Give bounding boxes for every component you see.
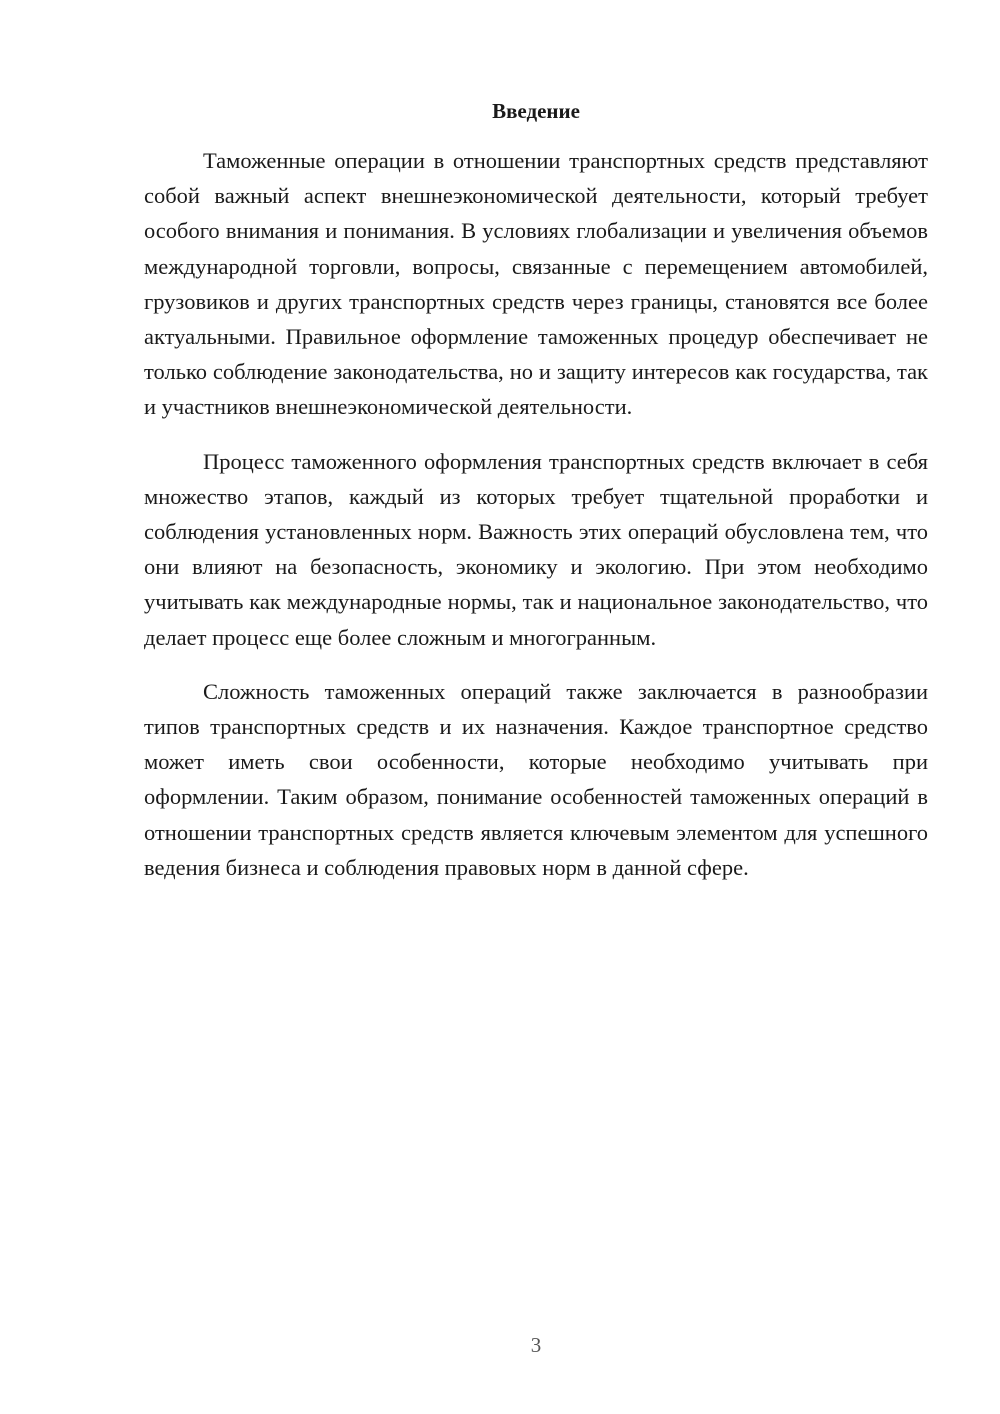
page-number: 3	[530, 1333, 542, 1357]
paragraph-3: Сложность таможенных операций также заключается в разнообразии типов транспортных средств и их назначения. Каждое транспортное средство может иметь свои особенности, которые необходимо учитывать при оформлении. Таким образом, понимание особенностей таможенных операций в отношении транспортных средств является ключевым элементом для успешного ведения бизнеса и соблюдения правовых норм в данной сфере.	[144, 678, 928, 880]
section-title: Введение	[492, 99, 580, 123]
paragraph-1: Таможенные операции в отношении транспортных средств представляют собой важный аспект внешнеэкономической деятельности, который требует особого внимания и понимания. В условиях глобализации и увеличения объемов международной торговли, вопросы, связанные с перемещением автомобилей, грузовиков и других транспортных средств через границы, становятся все более актуальными. Правильное оформление таможенных процедур обеспечивает не только соблюдение законодательства, но и защиту интересов как государства, так и участников внешнеэкономической деятельности.	[144, 148, 928, 420]
paragraph-2: Процесс таможенного оформления транспортных средств включает в себя множество этапов, каждый из которых требует тщательной проработки и соблюдения установленных норм. Важность этих операций обусловлена тем, что они влияют на безопасность, экономику и экологию. При этом необходимо учитывать как международные нормы, так и национальное законодательство, что делает процесс еще более сложным и многогранным.	[144, 448, 928, 650]
document-body	[144, 143, 928, 904]
